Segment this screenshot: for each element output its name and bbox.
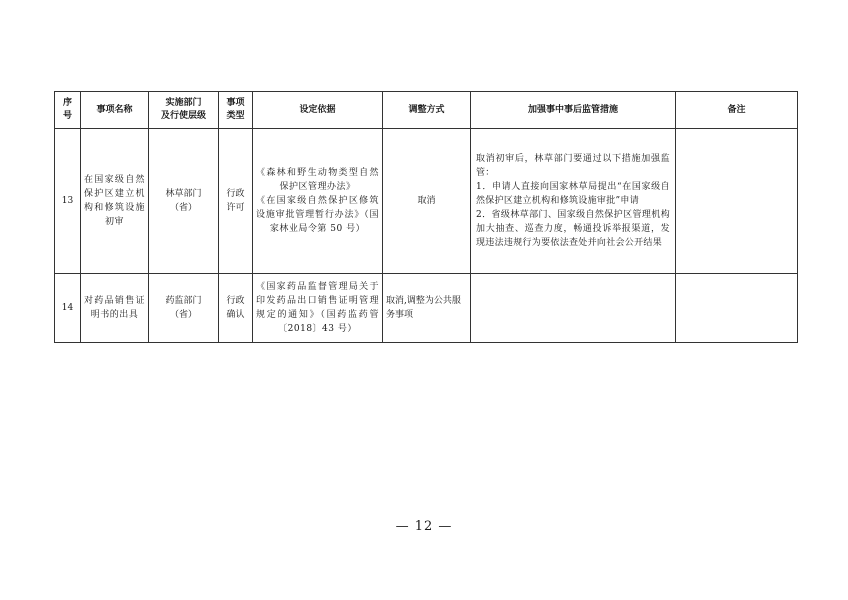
- header-remark: 备注: [676, 92, 798, 129]
- cell-name: 对药品销售证明书的出具: [81, 274, 149, 343]
- cell-seq: 13: [55, 129, 81, 274]
- cell-basis: 《森林和野生动物类型自然保护区管理办法》 《在国家级自然保护区修筑设施审批管理暂行办法》（国家林业局令第 50 号）: [253, 129, 383, 274]
- header-measures: 加强事中事后监管措施: [471, 92, 676, 129]
- cell-measures: [471, 129, 676, 274]
- cell-measures: [471, 274, 676, 343]
- cell-basis: 《国家药品监督管理局关于印发药品出口销售证明管理规定的通知》（国药监药管〔2018〕43 号）: [253, 274, 383, 343]
- cell-remark: [676, 129, 798, 274]
- cell-name: 在国家级自然保护区建立机构和修筑设施初审: [81, 129, 149, 274]
- table-row: [55, 129, 798, 274]
- header-type: 事项 类型: [219, 92, 253, 129]
- table-row: [55, 274, 798, 343]
- cell-seq: 14: [55, 274, 81, 343]
- measures-line: 取消初审后，林草部门要通过以下措施加强监管：: [476, 154, 670, 178]
- header-method: 调整方式: [383, 92, 471, 129]
- page-number: — 12 —: [395, 519, 453, 534]
- cell-type: 行政 确认: [219, 274, 253, 343]
- cell-dept: 药监部门 （省）: [149, 274, 219, 343]
- header-dept: 实施部门 及行使层级: [149, 92, 219, 129]
- cell-method: 取消: [383, 129, 471, 274]
- table-header-row: [55, 92, 798, 129]
- header-basis: 设定依据: [253, 92, 383, 129]
- cell-type: 行政 许可: [219, 129, 253, 274]
- header-name: 事项名称: [81, 92, 149, 129]
- measures-line: 2．省级林草部门、国家级自然保护区管理机构加大抽查、巡查力度，畅通投诉举报渠道，发现违法违规行为要依法查处并向社会公开结果: [476, 210, 670, 248]
- cell-method: 取消,调整为公共服务事项: [383, 274, 471, 343]
- measures-line: 1．申请人直接向国家林草局提出“在国家级自然保护区建立机构和修筑设施审批”申请: [476, 182, 670, 206]
- cell-remark: [676, 274, 798, 343]
- header-seq: 序 号: [55, 92, 81, 129]
- matters-table: [54, 91, 798, 343]
- cell-dept: 林草部门 （省）: [149, 129, 219, 274]
